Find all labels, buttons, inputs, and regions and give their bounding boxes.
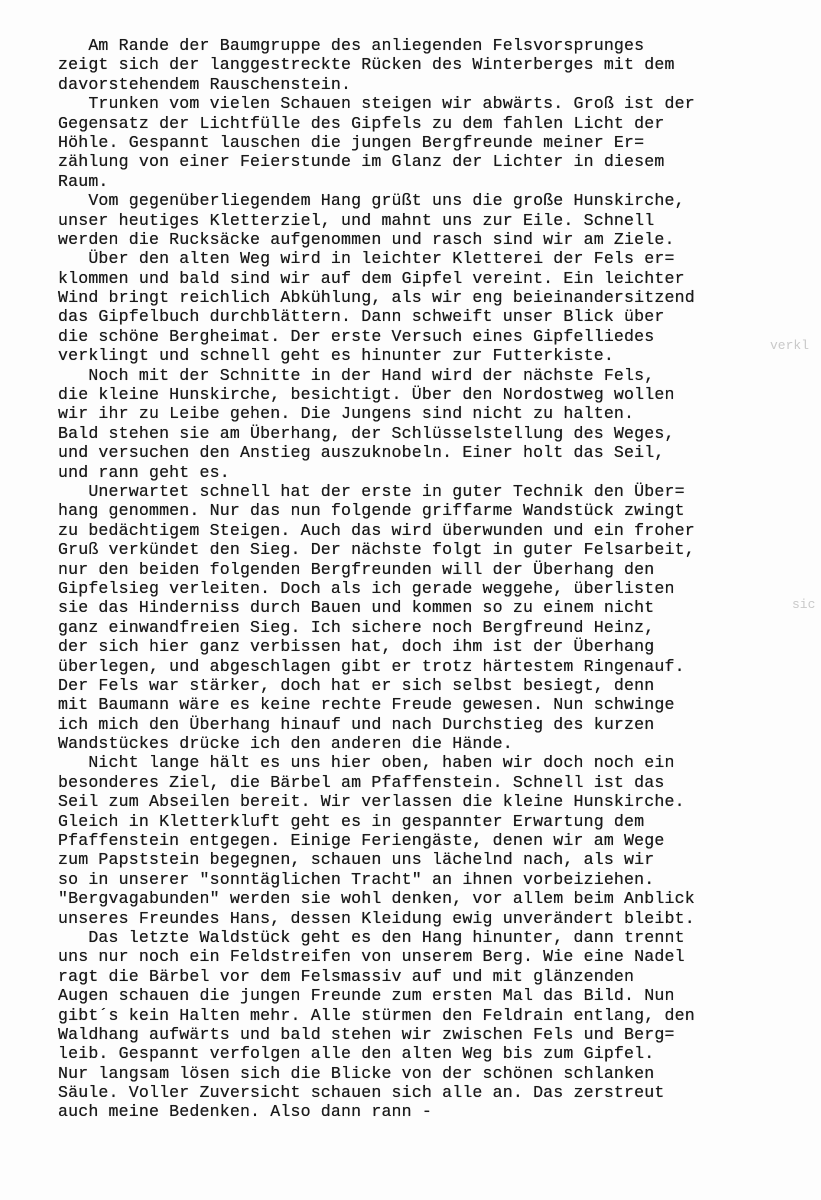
text-line: das Gipfelbuch durchblättern. Dann schweift unser Blick über: [58, 307, 665, 327]
text-line: ragt die Bärbel vor dem Felsmassiv auf und mit glänzenden: [58, 966, 635, 986]
text-line: nur den beiden folgenden Bergfreunden will der Überhang den: [58, 559, 655, 579]
text-line: Trunken vom vielen Schauen steigen wir abwärts. Groß ist der: [58, 94, 695, 114]
text-line: zu bedächtigem Steigen. Auch das wird überwunden und ein froher: [58, 520, 695, 540]
text-line: Gruß verkündet den Sieg. Der nächste folgt in guter Felsarbeit,: [58, 540, 695, 560]
text-line: verklingt und schnell geht es hinunter zur Futterkiste.: [58, 346, 614, 366]
text-line: und rann geht es.: [58, 462, 230, 482]
text-line: zeigt sich der langgestreckte Rücken des Winterberges mit dem: [58, 55, 675, 75]
text-line: klommen und bald sind wir auf dem Gipfel vereint. Ein leichter: [58, 268, 685, 288]
text-line: Gleich in Kletterkluft geht es in gespannter Erwartung dem: [58, 811, 645, 831]
text-line: sie das Hinderniss durch Bauen und kommen so zu einem nicht: [58, 598, 655, 618]
text-line: Nicht lange hält es uns hier oben, haben wir doch noch ein: [58, 753, 675, 773]
text-line: die schöne Bergheimat. Der erste Versuch eines Gipfelliedes: [58, 326, 655, 346]
text-line: der sich hier ganz verbissen hat, doch ihm ist der Überhang: [58, 637, 655, 657]
text-line: ganz einwandfreien Sieg. Ich sichere noch Bergfreund Heinz,: [58, 617, 655, 637]
text-line: leib. Gespannt verfolgen alle den alten Weg bis zum Gipfel.: [58, 1044, 655, 1064]
text-line: davorstehendem Rauschenstein.: [58, 74, 352, 94]
text-line: unseres Freundes Hans, dessen Kleidung ewig unverändert bleibt.: [58, 908, 695, 928]
text-line: so in unserer "sonntäglichen Tracht" an ihnen vorbeiziehen.: [58, 869, 655, 889]
text-line: Seil zum Abseilen bereit. Wir verlassen die kleine Hunskirche.: [58, 792, 685, 812]
bleed-through-text: sic: [792, 597, 816, 612]
text-line: Gipfelsieg verleiten. Doch als ich gerade weggehe, überlisten: [58, 578, 675, 598]
text-line: Wandstückes drücke ich den anderen die Hände.: [58, 734, 513, 754]
text-line: Am Rande der Baumgruppe des anliegenden Felsvorsprunges: [58, 36, 645, 55]
text-line: die kleine Hunskirche, besichtigt. Über den Nordostweg wollen: [58, 385, 675, 405]
text-line: gibt´s kein Halten mehr. Alle stürmen den Feldrain entlang, den: [58, 1005, 695, 1025]
text-line: wir ihr zu Leibe gehen. Die Jungens sind nicht zu halten.: [58, 404, 635, 424]
text-line: Pfaffenstein entgegen. Einige Feriengäste, denen wir am Wege: [58, 831, 665, 851]
text-line: Über den alten Weg wird in leichter Kletterei der Fels er=: [58, 249, 675, 269]
text-line: Bald stehen sie am Überhang, der Schlüsselstellung des Weges,: [58, 423, 675, 443]
bleed-through-text: verkl: [770, 338, 810, 353]
text-line: Gegensatz der Lichtfülle des Gipfels zu dem fahlen Licht der: [58, 113, 665, 133]
text-line: Nur langsam lösen sich die Blicke von der schönen schlanken: [58, 1063, 655, 1083]
text-line: Wind bringt reichlich Abkühlung, als wir eng beieinandersitzend: [58, 288, 695, 308]
text-line: zum Papststein begegnen, schauen uns lächelnd nach, als wir: [58, 850, 655, 870]
text-line: Noch mit der Schnitte in der Hand wird der nächste Fels,: [58, 365, 655, 385]
text-line: überlegen, und abgeschlagen gibt er trotz härtestem Ringenauf.: [58, 656, 685, 676]
text-line: "Bergvagabunden" werden sie wohl denken, vor allem beim Anblick: [58, 889, 695, 909]
text-line: Das letzte Waldstück geht es den Hang hinunter, dann trennt: [58, 927, 685, 947]
text-line: Höhle. Gespannt lauschen die jungen Bergfreunde meiner Er=: [58, 132, 645, 152]
text-line: Augen schauen die jungen Freunde zum ersten Mal das Bild. Nun: [58, 986, 675, 1006]
text-line: werden die Rucksäcke aufgenommen und rasch sind wir am Ziele.: [58, 229, 675, 249]
text-line: Waldhang aufwärts und bald stehen wir zwischen Fels und Berg=: [58, 1024, 675, 1044]
text-line: Vom gegenüberliegendem Hang grüßt uns die große Hunskirche,: [58, 191, 685, 211]
text-line: hang genommen. Nur das nun folgende griffarme Wandstück zwingt: [58, 501, 685, 521]
text-line: auch meine Bedenken. Also dann rann -: [58, 1102, 432, 1122]
typewritten-text: [58, 36, 798, 1122]
text-line: unser heutiges Kletterziel, und mahnt uns zur Eile. Schnell: [58, 210, 655, 230]
text-line: zählung von einer Feierstunde im Glanz der Lichter in diesem: [58, 152, 665, 172]
text-line: Unerwartet schnell hat der erste in guter Technik den Über=: [58, 481, 685, 501]
text-line: und versuchen den Anstieg auszuknobeln. Einer holt das Seil,: [58, 443, 665, 463]
text-line: besonderes Ziel, die Bärbel am Pfaffenstein. Schnell ist das: [58, 772, 665, 792]
text-line: ich mich den Überhang hinauf und nach Durchstieg des kurzen: [58, 714, 655, 734]
text-line: Raum.: [58, 171, 109, 191]
text-line: Der Fels war stärker, doch hat er sich selbst besiegt, denn: [58, 675, 655, 695]
text-line: mit Baumann wäre es keine rechte Freude gewesen. Nun schwinge: [58, 695, 675, 715]
text-line: Säule. Voller Zuversicht schauen sich alle an. Das zerstreut: [58, 1083, 665, 1103]
text-line: uns nur noch ein Feldstreifen von unserem Berg. Wie eine Nadel: [58, 947, 685, 967]
